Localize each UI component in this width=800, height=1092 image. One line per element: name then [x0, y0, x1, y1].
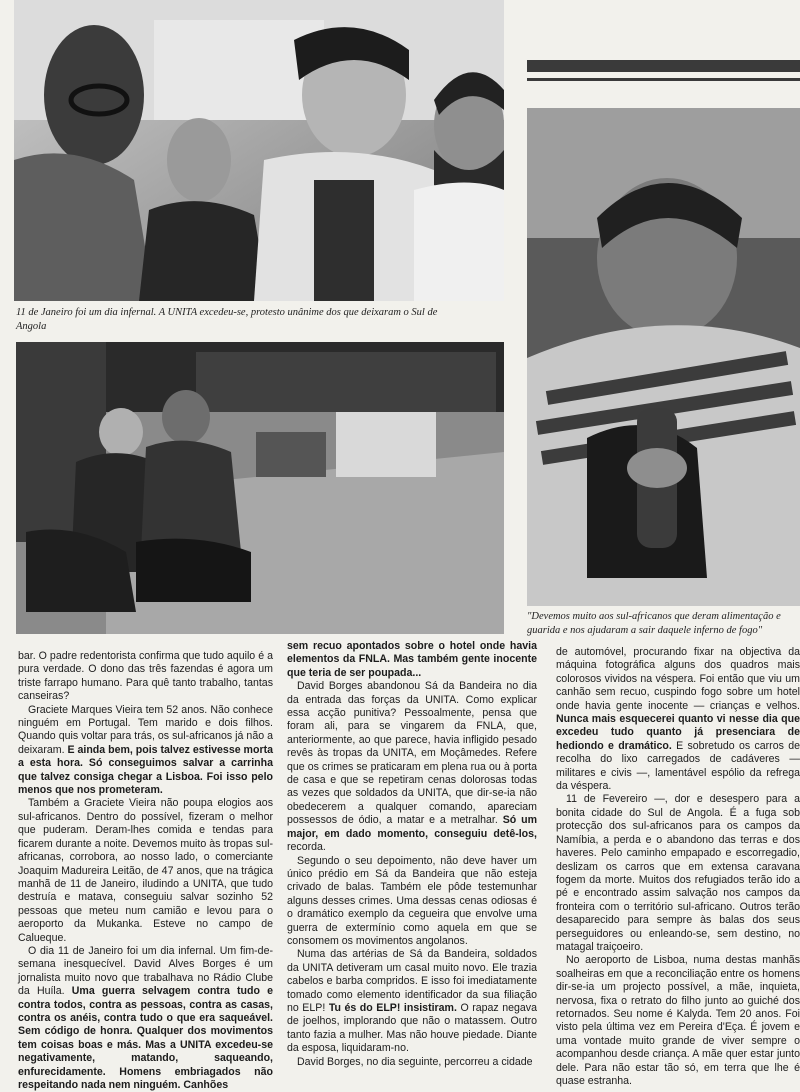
article-column-2	[287, 640, 537, 1069]
col3-paragraph: No aeroporto de Lisboa, numa destas manhãs soalheiras em que a reconciliação entre os homens dir-se-ia um projecto possível, a mãe, inquieta, nervosa, fixa o retrato do filho junto ao guiché dos retornados. Seu nome é Kalyda. Tem 20 anos. Foi visto pela última vez em Pereira d'Eça. É jovem e uma vontade muito grande de viver sempre o acompanhou desde criança. A mãe quer estar junto dele. Para não estar tão só, em terra que lhe é quase estranha.	[556, 954, 800, 1087]
photo-children-airport	[16, 342, 504, 634]
caption-right: "Devemos muito aos sul-africanos que deram alimentação e guarida e nos ajudaram a sair daquele inferno de fogo"	[527, 611, 781, 636]
photo-young-man-bottle	[527, 108, 800, 606]
col3-paragraph	[556, 646, 800, 793]
col2-text: Numa das artérias de Sá da Bandeira, soldados da UNITA detiveram um casal muito novo. Ele trazia cabelos e barba compridos. E isso foi imediatamente tomado como elemento identificador da sua filiação no ELP!	[287, 948, 537, 1014]
col2-bold-quote: Só um major, em dado momento, conseguiu detê-los,	[287, 814, 537, 840]
col2-bold-quote: sem recuo apontados sobre o hotel onde havia elementos da FNLA. Mas também gente inocente que teria de ser poupada...	[287, 640, 537, 679]
col2-bold-quote: Tu és do ELP! insistiram.	[328, 1001, 457, 1014]
col2-text: O rapaz negava de joelhos, implorando que não o matassem. Outro tanto fazia a mulher. Mas não houve piedade. Diante da esposa, liquidaram-no.	[287, 1001, 537, 1055]
photo-men-image	[14, 0, 504, 301]
photo-young-man-image	[527, 108, 800, 606]
col3-paragraph: 11 de Fevereiro —, dor e desespero para a bonita cidade do Sul de Angola. É a fuga sob protecção dos sul-africanos para os campos da Namíbia, a perda e o abandono das terras e dos haveres. Pelo caminho empapado e escorregadio, deslizam os carros que em extensa caravana fogem da morte. Muitos dos refugiados terão ido a pé e encontrado assim salvação nos campos da fronteira com o território sul-africano. Outros terão desaparecido para sempre às balas dos seus perseguidores ou enleando-se, sem destino, no matagal traiçoeiro.	[556, 793, 800, 953]
col2-text: David Borges abandonou Sá da Bandeira no dia da entrada das forças da UNITA. Como explicar essa acção punitiva? Pessoalmente, pensa que foram ali, para se vingarem da FNLA, que, anteriormente, ao que parece, havia infligido pesado revês às tropas da UNITA, em Moçâmedes. Refere que os crimes se praticaram em plena rua ou à porta de casa e que se repetiram cenas dolorosas todas as vezes que soldados da UNITA, que dir-se-ia não obedecerem a qualquer comando, apareciam possessos de ódio, a matar e a metralhar.	[287, 680, 537, 827]
col1-bold-quote: E ainda bem, pois talvez estivesse morta a esta hora. Só conseguimos salvar a carrinha que talvez consiga chegar a Lisboa. Foi isso pelo menos que nos prometeram.	[18, 743, 273, 797]
col1-text: Graciete Marques Vieira tem 52 anos. Não conhece ninguém em Portugal. Tem marido e dois filhos. Quando quis voltar para trás, os sul-africanos já não a deixaram.	[18, 703, 273, 756]
photo-men-airport	[14, 0, 504, 301]
col3-text: de automóvel, procurando fixar na objectiva da máquina fotográfica alguns dos quadros mais colorosos vividos na véspera. Foi então que viu um canhão sem recuo, cuspindo fogo sobre um hotel onde havia gente inocente — crianças e velhos.	[556, 646, 800, 712]
article-column-3	[556, 646, 800, 1088]
col2-paragraph	[287, 640, 537, 680]
caption-top-left: 11 de Janeiro foi um dia infernal. A UNITA excedeu-se, protesto unânime dos que deixaram o Sul de Angola	[16, 307, 438, 332]
col1-paragraph: bar. O padre redentorista confirma que tudo aquilo é a pura verdade. O dono das três fazendas é agora um triste farrapo humano. Para quê tanto trabalho, tantas canseiras?	[18, 650, 273, 703]
col1-text: O dia 11 de Janeiro foi um dia infernal. Um fim-de-semana inesquecível. David Alves Borges é um jornalista muito novo que trabalhava no Rádio Clube da Huíla.	[18, 944, 273, 998]
col1-bold-quote: Uma guerra selvagem contra tudo e contra todos, contra as pessoas, contra as casas, contra os anéis, contra tudo o que era saqueável. Sem código de honra. Qualquer dos movimentos tem coisas boas e más. Mas a UNITA excedeu-se negativamente, matando, saqueando, enfurecidamente. Homens embriagados não respeitando nada nem ninguém. Canhões	[18, 985, 273, 1091]
header-rule-thin	[527, 78, 800, 81]
header-rule-thick	[527, 60, 800, 72]
col1-paragraph	[18, 704, 273, 798]
col1-paragraph	[18, 945, 273, 1092]
col3-bold-quote: Nunca mais esquecerei quanto vi nesse dia que excedeu tudo quanto já presenciara de hediondo e dramático.	[556, 713, 800, 752]
photo-children-image	[16, 342, 504, 634]
col1-paragraph: Também a Graciete Vieira não poupa elogios aos sul-africanos. Dentro do possível, fizeram o melhor que puderam. Deram-lhes comida e tendas para ficarem durante a noite. Devemos muito às tropas sul-africanas, corrobora, ao nosso lado, o comerciante Joaquim Madureira Leitão, de 47 anos, que na trágica manhã de 11 de Janeiro, iludindo a UNITA, que tudo destruía e matava, conseguiu salvar sozinho 52 pessoas que meteu num camião e levou para o aeroporto da Mukanka. Esteve no campo de Calueque.	[18, 797, 273, 944]
col2-paragraph	[287, 948, 537, 1055]
col2-paragraph: Segundo o seu depoimento, não deve haver um único prédio em Sá da Bandeira que não esteja crivado de balas. Também ele pôde testemunhar alguns desses crimes. Uma dessas cenas odiosas é o dramático exemplo da cegueira que envolve uma guerra de extermínio como aquela em que se consomem os movimentos angolanos.	[287, 854, 537, 947]
col2-paragraph	[287, 680, 537, 854]
col2-text: recorda.	[287, 841, 326, 854]
col3-text: E sobretudo os carros de recolha do lixo carregados de cadáveres — militares e civis —, lamentável espólio da refrega da véspera.	[556, 739, 800, 793]
col2-paragraph: David Borges, no dia seguinte, percorreu a cidade	[297, 1055, 533, 1068]
article-column-1	[18, 650, 273, 1092]
